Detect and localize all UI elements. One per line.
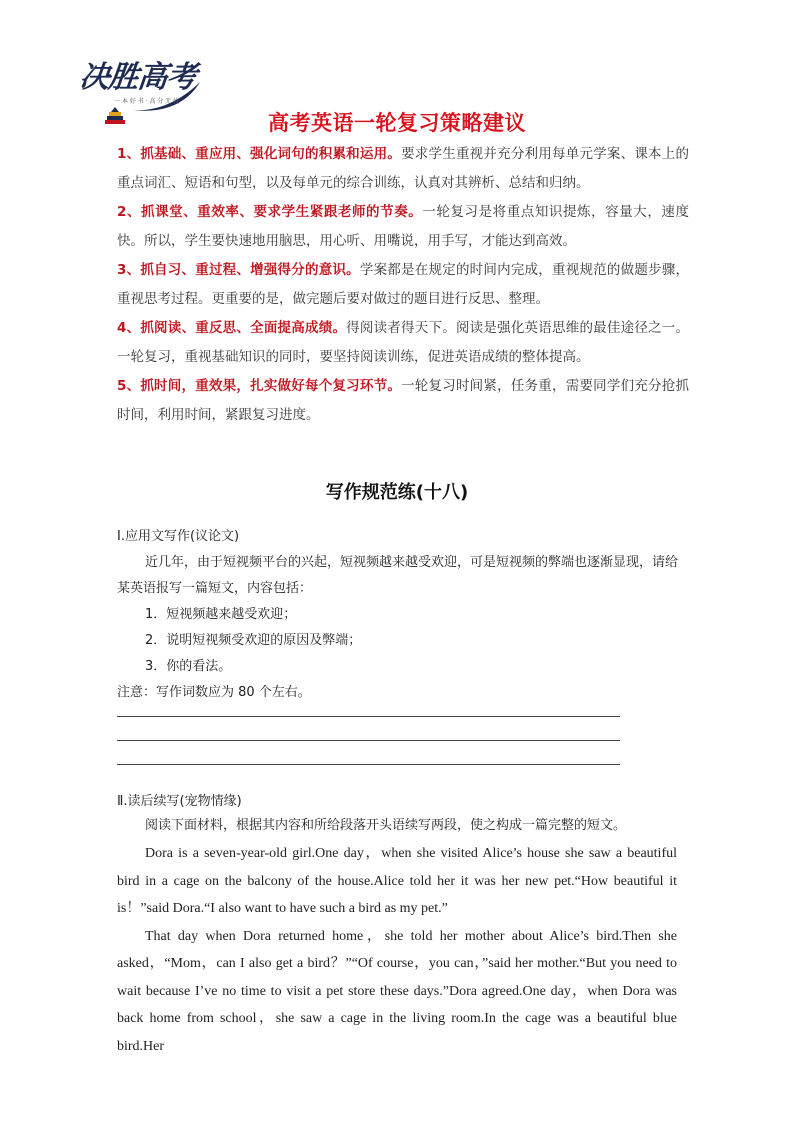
tip-highlight: 5、抓时间，重效果，扎实做好每个复习环节。 bbox=[117, 378, 402, 394]
section-title: 写作规范练(十八) bbox=[325, 482, 469, 503]
continuation-instructions: 阅读下面材料，根据其内容和所给段落开头语续写两段，使之构成一篇完整的短文。 bbox=[145, 818, 627, 833]
strategy-tips bbox=[117, 140, 689, 430]
prompt-point: 2．说明短视频受欢迎的原因及弊端； bbox=[145, 633, 362, 648]
logo-tagline: 一 本 好 书 · 高 分 无 忧 bbox=[114, 98, 180, 105]
logo-text: 决胜高考 bbox=[77, 60, 198, 95]
tip-highlight: 2、抓课堂、重效率、要求学生紧跟老师的节奏。 bbox=[117, 204, 423, 220]
prompt-point: 3．你的看法。 bbox=[145, 659, 232, 674]
passage-paragraph: That day when Dora returned home，she told her mother about Alice’s bird.Then she asked，“Mom，can I also get a bird？”“Of course，you can，”said her mother.“But you need to wait because I’ve no time to visit a pet store these days.”Dora agreed.One day，when Dora was back home from school，she saw a cage in the living room.In the cage was a beautiful blue bird.Her bbox=[117, 928, 677, 1054]
tip-item bbox=[117, 256, 689, 314]
tip-item bbox=[117, 372, 689, 430]
answer-line bbox=[117, 740, 620, 741]
writing-section bbox=[117, 524, 689, 706]
tip-text: 一轮复习时间紧，任务重，需要同学们充分抢抓时间，利用时间，紧跟复习进度。 bbox=[117, 378, 689, 423]
tip-item bbox=[117, 140, 689, 198]
section-heading: Ⅱ.读后续写(宠物情缘) bbox=[117, 794, 242, 809]
tip-text: 学案都是在规定的时间内完成，重视规范的做题步骤，重视思考过程。更重要的是，做完题后要对做过的题目进行反思、整理。 bbox=[117, 262, 689, 307]
prompt-point: 1．短视频越来越受欢迎； bbox=[145, 607, 297, 622]
reading-passage bbox=[117, 840, 677, 1060]
answer-lines bbox=[117, 716, 620, 788]
tip-item bbox=[117, 314, 689, 372]
tip-text: 得阅读者得天下。阅读是强化英语思维的最佳途径之一。一轮复习，重视基础知识的同时，要坚持阅读训练，促进英语成绩的整体提高。 bbox=[117, 320, 689, 365]
tip-highlight: 3、抓自习、重过程、增强得分的意识。 bbox=[117, 262, 360, 278]
answer-line bbox=[117, 764, 620, 765]
page-title: 高考英语一轮复习策略建议 bbox=[268, 111, 526, 135]
passage-paragraph: Dora is a seven-year-old girl.One day，when she visited Alice’s house she saw a beautiful bird in a cage on the balcony of the house.Alice told her it was her new pet.“How beautiful it is！”said Dora.“I also want to have such a bird as my pet.” bbox=[117, 846, 677, 916]
answer-line bbox=[117, 716, 620, 717]
tip-highlight: 1、抓基础、重应用、强化词句的积累和运用。 bbox=[117, 146, 402, 162]
word-count-note: 注意：写作词数应为 80 个左右。 bbox=[117, 685, 311, 700]
tip-item bbox=[117, 198, 689, 256]
writing-prompt: 近几年，由于短视频平台的兴起，短视频越来越受欢迎，可是短视频的弊端也逐渐显现，请给某英语报写一篇短文，内容包括： bbox=[117, 555, 679, 596]
section-heading: Ⅰ.应用文写作(议论文) bbox=[117, 529, 240, 544]
tip-text: 要求学生重视并充分利用每单元学案、课本上的重点词汇、短语和句型，以及每单元的综合训练，认真对其辨析、总结和归纳。 bbox=[117, 146, 689, 191]
tip-highlight: 4、抓阅读、重反思、全面提高成绩。 bbox=[117, 320, 347, 336]
tip-text: 一轮复习是将重点知识提炼，容量大，速度快。所以，学生要快速地用脑思，用心听、用嘴说，用手写，才能达到高效。 bbox=[117, 204, 689, 249]
